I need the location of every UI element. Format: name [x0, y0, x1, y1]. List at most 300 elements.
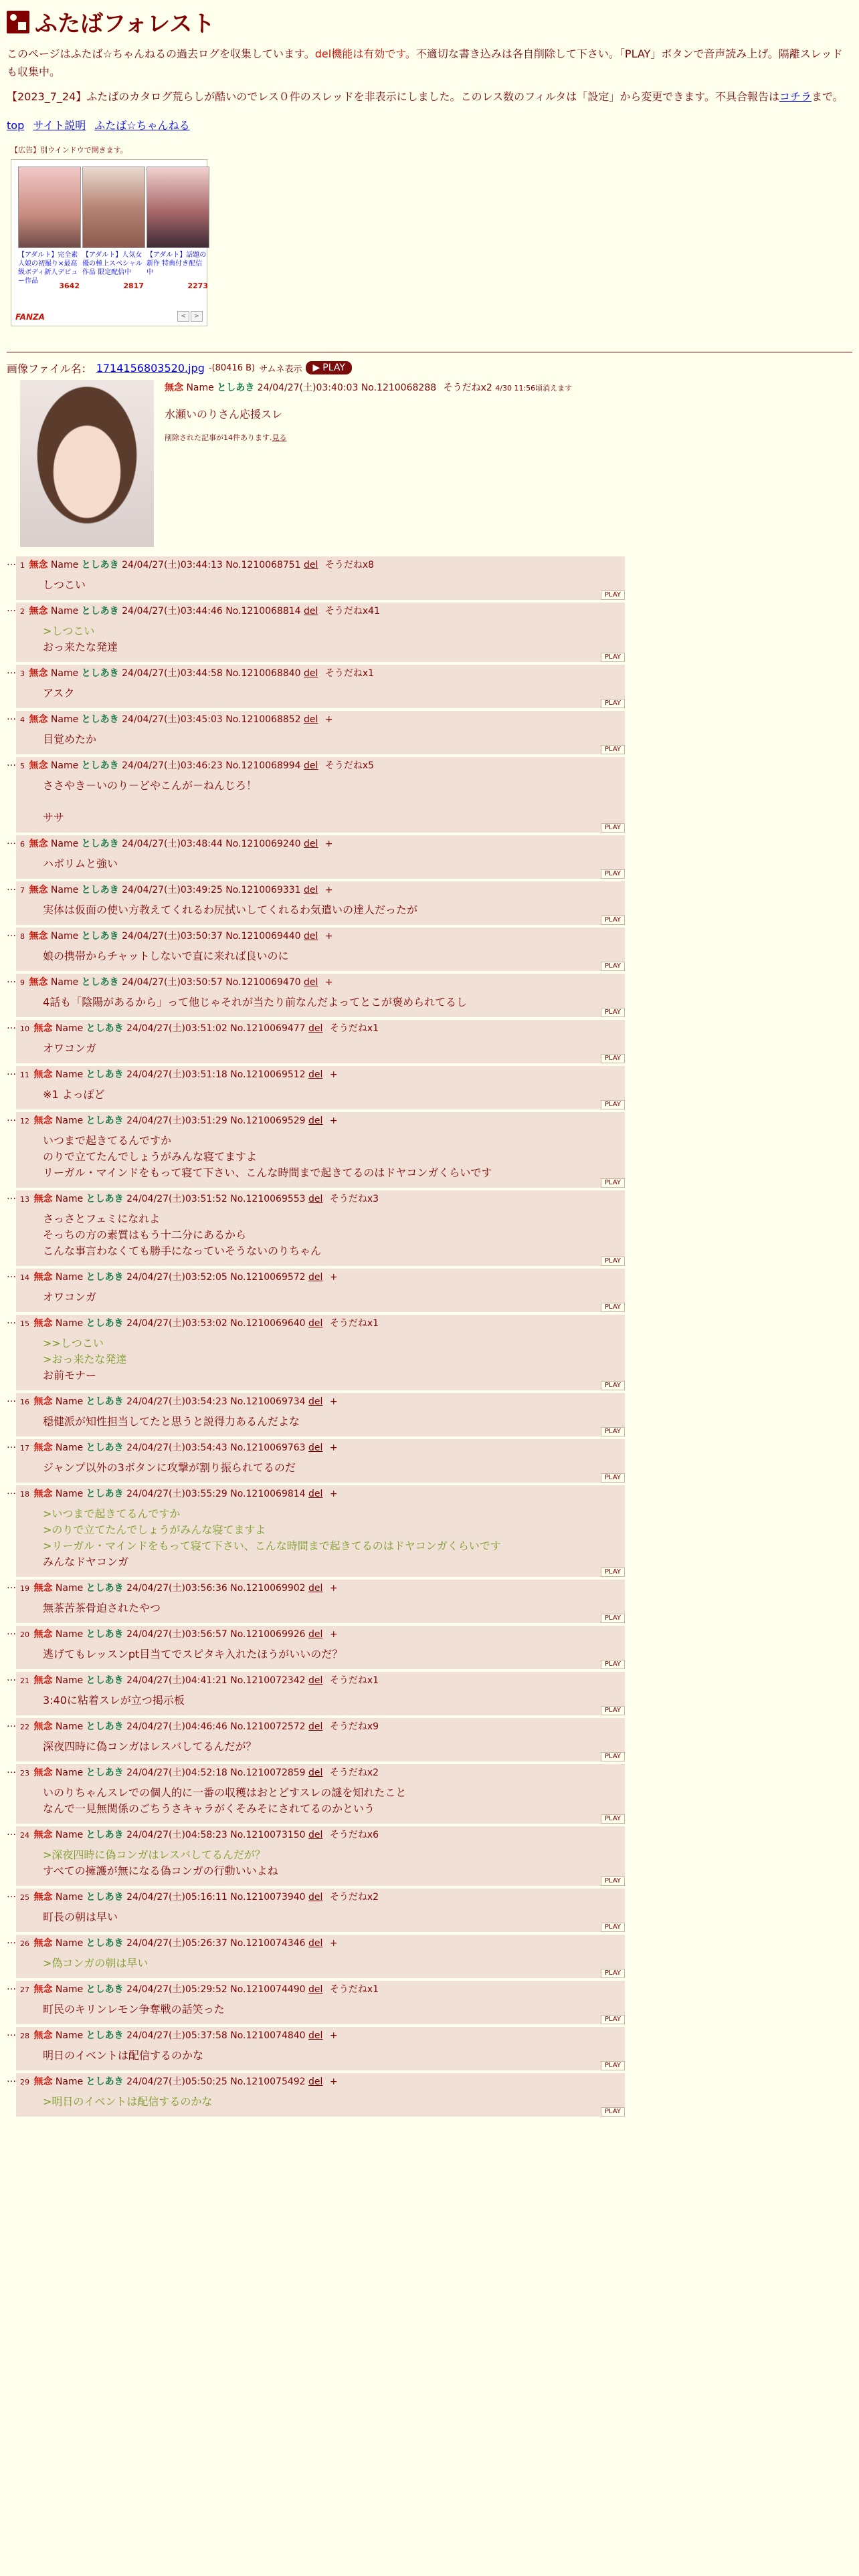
reply-name: としあき	[86, 1628, 124, 1640]
soudane-button[interactable]: +	[329, 1396, 338, 1407]
del-link[interactable]: del	[308, 1271, 323, 1283]
reply-number[interactable]: No.1210069331	[225, 884, 301, 895]
reply-body	[16, 1456, 625, 1483]
reply-number[interactable]: No.1210069477	[230, 1023, 306, 1034]
del-link[interactable]: del	[304, 930, 318, 942]
reply-play-button[interactable]: PLAY	[601, 823, 625, 833]
reply-name: としあき	[81, 559, 119, 570]
reply-number[interactable]: No.1210069763	[230, 1442, 306, 1453]
reply-subject: 無念	[29, 667, 48, 679]
reply-date: 24/04/27(土)03:51:02	[126, 1023, 227, 1034]
op-header: 無念 Name としあき 24/04/27(土)03:40:03 No.1210068288 そうだねx2 4/30 11:56頃消えます	[165, 382, 573, 393]
reply-body	[16, 1781, 625, 1824]
reply-number[interactable]: No.1210073150	[230, 1829, 306, 1840]
del-link[interactable]: del	[304, 559, 318, 570]
reply-date: 24/04/27(土)03:54:43	[126, 1442, 227, 1453]
thumb-toggle[interactable]: サムネ表示	[259, 364, 302, 374]
reply-number[interactable]: No.1210074840	[230, 2030, 306, 2041]
reply-marker: …	[7, 2073, 16, 2084]
soudane-button[interactable]: +	[329, 1582, 338, 1594]
reply-subject: 無念	[29, 838, 48, 849]
reply-number[interactable]: No.1210072342	[230, 1675, 306, 1686]
reply-box	[16, 881, 625, 925]
reply-box	[16, 1066, 625, 1109]
reply-header	[16, 1192, 625, 1207]
del-link[interactable]: del	[308, 1721, 323, 1732]
reply-name: としあき	[86, 1488, 124, 1499]
ad-note: 【広告】別ウインドウで開きます。	[11, 145, 128, 154]
reply-name-label: Name	[50, 930, 79, 942]
ad-banner[interactable]	[11, 159, 207, 326]
reply-marker: …	[7, 1889, 16, 1900]
reply-name-label: Name	[55, 1488, 84, 1499]
reply-marker: …	[7, 1112, 16, 1123]
reply-number[interactable]: No.1210075492	[230, 2076, 306, 2087]
reply-date: 24/04/27(土)05:16:11	[126, 1891, 227, 1903]
reply-number[interactable]: No.1210069814	[230, 1488, 306, 1499]
reply-body	[16, 1331, 625, 1390]
ad-price: 3642	[59, 281, 80, 290]
top-link[interactable]: top	[7, 118, 25, 132]
reply-play-button[interactable]: PLAY	[601, 1008, 625, 1017]
del-link[interactable]: del	[308, 1582, 323, 1594]
del-link[interactable]: del	[308, 1193, 323, 1204]
del-link[interactable]: del	[308, 1937, 323, 1949]
reply-date: 24/04/27(土)03:48:44	[122, 838, 223, 849]
reply-body	[16, 898, 625, 925]
reply-header	[16, 712, 625, 728]
reply-number[interactable]: No.1210072859	[230, 1767, 306, 1778]
reply-name-label: Name	[55, 1271, 84, 1283]
reply-header	[16, 1113, 625, 1129]
soudane-button[interactable]: +	[329, 1442, 338, 1453]
reply-subject: 無念	[29, 976, 48, 988]
reply-play-button[interactable]: PLAY	[601, 1178, 625, 1188]
reply-name-label: Name	[50, 714, 79, 725]
reply-number[interactable]: No.1210069440	[225, 930, 301, 942]
reply-name-label: Name	[55, 1937, 84, 1949]
del-link[interactable]: del	[304, 605, 318, 617]
show-deleted-link[interactable]: 見る	[272, 433, 287, 442]
reply-date: 24/04/27(土)03:44:58	[122, 667, 223, 679]
reply-index: 18	[20, 1489, 29, 1499]
intro-paragraph-2: 【2023_7_24】ふたばのカタログ荒らしが酷いのでレス０件のスレッドを非表示にしました。このレス数のフィルタは「設定」から変更できます。不具合報告はコチラまで。	[7, 90, 844, 104]
del-link[interactable]: del	[308, 1628, 323, 1640]
reply-subject: 無念	[33, 1829, 53, 1840]
reply-play-button[interactable]: PLAY	[601, 962, 625, 971]
reply-box	[16, 1935, 625, 1978]
soudane-button[interactable]: そうだねx8	[324, 559, 375, 570]
reply-number[interactable]: No.1210069240	[225, 838, 301, 849]
reply-date: 24/04/27(土)03:55:29	[126, 1488, 227, 1499]
reply-name: としあき	[81, 605, 119, 617]
del-link[interactable]: del	[304, 760, 318, 771]
del-link[interactable]: del	[304, 838, 318, 849]
reply-number[interactable]: No.1210068814	[225, 605, 301, 617]
op-play-button[interactable]: ▶ PLAY	[306, 361, 351, 374]
quote-line: >おっ来たな発達	[43, 1352, 127, 1366]
reply-index: 28	[20, 2031, 29, 2040]
reply-number[interactable]: No.1210069902	[230, 1582, 306, 1594]
del-link[interactable]: del	[308, 1115, 323, 1126]
del-link[interactable]: del	[304, 976, 318, 988]
reply-index: 16	[20, 1397, 29, 1406]
reply-play-button[interactable]: PLAY	[601, 1303, 625, 1312]
ad-item[interactable]	[147, 167, 208, 290]
soudane-button[interactable]: +	[329, 1937, 338, 1949]
reply-post	[7, 665, 625, 708]
reply-play-button[interactable]: PLAY	[601, 1427, 625, 1436]
del-link[interactable]: del	[304, 714, 318, 725]
body-line: のりで立てたんでしょうがみんな寝てますよ	[43, 1150, 258, 1163]
reply-index: 9	[20, 978, 25, 987]
reply-post	[7, 1066, 625, 1109]
soudane-button[interactable]: +	[329, 1115, 338, 1126]
reply-play-button[interactable]: PLAY	[601, 653, 625, 662]
ad-thumbnail[interactable]	[147, 167, 209, 248]
reply-play-button[interactable]: PLAY	[601, 1473, 625, 1483]
reply-name: としあき	[86, 1983, 124, 1995]
reply-play-button[interactable]: PLAY	[601, 699, 625, 708]
del-link[interactable]: del	[308, 1069, 323, 1080]
soudane-button[interactable]: そうだねx3	[329, 1193, 379, 1204]
reply-number[interactable]: No.1210072572	[230, 1721, 306, 1732]
site-guide-link[interactable]: サイト説明	[33, 118, 86, 132]
reply-number[interactable]: No.1210068751	[225, 559, 301, 570]
reply-subject: 無念	[29, 760, 48, 771]
reply-play-button[interactable]: PLAY	[601, 1100, 625, 1109]
reply-index: 11	[20, 1070, 29, 1079]
del-link[interactable]: del	[308, 1829, 323, 1840]
reply-play-button[interactable]: PLAY	[601, 1876, 625, 1886]
reply-box	[16, 1269, 625, 1312]
soudane-button[interactable]: そうだねx1	[324, 667, 375, 679]
reply-date: 24/04/27(土)03:45:03	[122, 714, 223, 725]
reply-box	[16, 603, 625, 662]
soudane-button[interactable]: +	[329, 1271, 338, 1283]
reply-subject: 無念	[33, 1937, 53, 1949]
reply-play-button[interactable]: PLAY	[601, 916, 625, 925]
reply-header	[16, 1316, 625, 1331]
reply-header	[16, 1719, 625, 1735]
reply-marker: …	[7, 1826, 16, 1838]
reply-body	[16, 573, 625, 600]
reply-index: 19	[20, 1584, 29, 1593]
reply-name-label: Name	[50, 976, 79, 988]
reply-box	[16, 1580, 625, 1623]
del-link[interactable]: del	[308, 1442, 323, 1453]
reply-marker: …	[7, 2027, 16, 2038]
body-line: 目覚めたか	[43, 732, 97, 746]
reply-number[interactable]: No.1210069926	[230, 1628, 306, 1640]
soudane-button[interactable]: そうだねx1	[329, 1317, 379, 1329]
op-image[interactable]	[20, 380, 154, 547]
soudane-button[interactable]: そうだねx2	[329, 1767, 379, 1778]
reply-index: 26	[20, 1939, 29, 1948]
body-line: 3:40に粘着スレが立つ掲示板	[43, 1693, 185, 1707]
del-link[interactable]: del	[308, 1891, 323, 1903]
reply-body	[16, 1998, 625, 2024]
ad-description[interactable]: 【アダルト】完全素人娘の初撮り×最高級ボディ新人デビュー作品	[18, 251, 78, 285]
body-line: オワコンガ	[43, 1041, 97, 1055]
reply-name-label: Name	[50, 605, 79, 617]
del-link[interactable]: del	[308, 2076, 323, 2087]
soudane-button[interactable]: +	[329, 1488, 338, 1499]
reply-play-button[interactable]: PLAY	[601, 1660, 625, 1669]
reply-post	[7, 1393, 625, 1436]
reply-index: 27	[20, 1985, 29, 1994]
reply-name-label: Name	[55, 1442, 84, 1453]
reply-name-label: Name	[55, 2076, 84, 2087]
reply-box	[16, 665, 625, 708]
reply-box	[16, 1826, 625, 1886]
del-link[interactable]: del	[308, 1767, 323, 1778]
reply-marker: …	[7, 1315, 16, 1326]
reply-play-button[interactable]: PLAY	[601, 2061, 625, 2070]
reply-play-button[interactable]: PLAY	[601, 1814, 625, 1824]
ad-item[interactable]	[18, 167, 80, 290]
soudane-button[interactable]: +	[324, 884, 333, 895]
ad-description[interactable]: 【アダルト】人気女優の極上スペシャル作品 限定配信中	[82, 251, 142, 276]
reply-body	[16, 1642, 625, 1669]
reply-marker: …	[7, 1066, 16, 1077]
reply-header	[16, 2028, 625, 2044]
reply-date: 24/04/27(土)03:56:57	[126, 1628, 227, 1640]
reply-body	[16, 1207, 625, 1266]
reply-box	[16, 2073, 625, 2117]
reply-post	[7, 2073, 625, 2117]
del-link[interactable]: del	[304, 884, 318, 895]
reply-play-button[interactable]: PLAY	[601, 1054, 625, 1063]
reply-play-button[interactable]: PLAY	[601, 1568, 625, 1577]
reply-box	[16, 1190, 625, 1266]
reply-date: 24/04/27(土)04:41:21	[126, 1675, 227, 1686]
reply-header	[16, 1440, 625, 1456]
soudane-button[interactable]: +	[324, 930, 333, 942]
ad-nav	[177, 311, 203, 322]
reply-name: としあき	[86, 1442, 124, 1453]
reply-name: としあき	[86, 1721, 124, 1732]
reply-header	[16, 1936, 625, 1951]
ad-description[interactable]: 【アダルト】話題の新作 特典付き配信中	[147, 251, 207, 276]
reply-name-label: Name	[55, 1767, 84, 1778]
reply-subject: 無念	[33, 1023, 53, 1034]
soudane-button[interactable]: そうだねx41	[324, 605, 380, 617]
reply-subject: 無念	[33, 1271, 53, 1283]
reply-date: 24/04/27(土)03:49:25	[122, 884, 223, 895]
reply-play-button[interactable]: PLAY	[601, 1752, 625, 1761]
quote-line: >明日のイベントは配信するのかな	[43, 2095, 213, 2108]
reply-play-button[interactable]: PLAY	[601, 2107, 625, 2117]
soudane-button[interactable]: そうだねx1	[329, 1023, 379, 1034]
reply-post	[7, 556, 625, 600]
reply-body	[16, 1735, 625, 1761]
soudane-button[interactable]: そうだねx9	[329, 1721, 379, 1732]
reply-number[interactable]: No.1210068994	[225, 760, 301, 771]
reply-name-label: Name	[50, 884, 79, 895]
reply-number[interactable]: No.1210069734	[230, 1396, 306, 1407]
reply-subject: 無念	[33, 1721, 53, 1732]
futaba-link[interactable]: ふたば☆ちゃんねる	[94, 118, 190, 132]
reply-play-button[interactable]: PLAY	[601, 1706, 625, 1715]
ad-next-button[interactable]: >	[191, 311, 203, 322]
reply-subject: 無念	[33, 1069, 53, 1080]
reply-post	[7, 1981, 625, 2024]
del-link[interactable]: del	[308, 1396, 323, 1407]
quote-line: >深夜四時に偽コンガはレスバしてるんだが？	[43, 1848, 266, 1861]
reply-number[interactable]: No.1210069529	[230, 1115, 306, 1126]
reply-number[interactable]: No.1210069640	[230, 1317, 306, 1329]
reply-body	[16, 944, 625, 971]
reply-play-button[interactable]: PLAY	[601, 1614, 625, 1623]
soudane-button[interactable]: +	[329, 2030, 338, 2041]
del-link[interactable]: del	[308, 2030, 323, 2041]
ad-prev-button[interactable]: <	[177, 311, 189, 322]
ad-thumbnail[interactable]	[82, 167, 145, 248]
reply-number[interactable]: No.1210074490	[230, 1983, 306, 1995]
del-link[interactable]: del	[308, 1983, 323, 1995]
op-file-link[interactable]: 1714156803520.jpg	[96, 361, 205, 374]
reply-post	[7, 1315, 625, 1390]
reply-post	[7, 1580, 625, 1623]
body-line: ささやき－いのり－どやこんが－ねんじろ！	[43, 778, 258, 792]
body-line: 娘の携帯からチャットしないで直に来れば良いのに	[43, 949, 289, 962]
reply-number[interactable]: No.1210073940	[230, 1891, 306, 1903]
reply-marker: …	[7, 1439, 16, 1451]
reply-subject: 無念	[33, 1891, 53, 1903]
reply-post	[7, 603, 625, 662]
reply-subject: 無念	[33, 1488, 53, 1499]
reply-play-button[interactable]: PLAY	[601, 1257, 625, 1266]
reply-play-button[interactable]: PLAY	[601, 1381, 625, 1390]
reply-date: 24/04/27(土)03:51:29	[126, 1115, 227, 1126]
reply-marker: …	[7, 881, 16, 893]
reply-name-label: Name	[55, 2030, 84, 2041]
reply-subject: 無念	[33, 2076, 53, 2087]
reply-number[interactable]: No.1210069512	[230, 1069, 306, 1080]
reply-body	[16, 1037, 625, 1063]
soudane-button[interactable]: そうだねx1	[329, 1675, 379, 1686]
reply-subject: 無念	[33, 2030, 53, 2041]
reply-body	[16, 1083, 625, 1109]
reply-number[interactable]: No.1210068852	[225, 714, 301, 725]
soudane-button[interactable]: +	[329, 1628, 338, 1640]
body-line: さっさとフェミになれよ	[43, 1212, 161, 1225]
ad-thumbnail[interactable]	[18, 167, 81, 248]
reply-box	[16, 757, 625, 833]
reply-date: 24/04/27(土)05:29:52	[126, 1983, 227, 1995]
soudane-button[interactable]: +	[329, 1069, 338, 1080]
reply-date: 24/04/27(土)04:46:46	[126, 1721, 227, 1732]
del-link[interactable]: del	[308, 1488, 323, 1499]
reply-play-button[interactable]: PLAY	[601, 745, 625, 754]
reply-name: としあき	[86, 1937, 124, 1949]
body-line: そっちの方の素質はもう十二分にあるから	[43, 1228, 247, 1241]
reply-list	[7, 556, 625, 2117]
reply-body	[16, 1843, 625, 1886]
del-link[interactable]: del	[308, 1317, 323, 1329]
reply-box	[16, 1718, 625, 1761]
reply-post	[7, 757, 625, 833]
reply-box	[16, 1439, 625, 1483]
soudane-button[interactable]: +	[324, 838, 333, 849]
soudane-button[interactable]: そうだねx2	[329, 1891, 379, 1903]
soudane-button[interactable]: +	[324, 976, 333, 988]
op-soudane[interactable]: そうだねx2	[443, 382, 492, 393]
ad-item[interactable]	[82, 167, 144, 290]
soudane-button[interactable]: +	[324, 714, 333, 725]
reply-play-button[interactable]: PLAY	[601, 1923, 625, 1932]
del-link[interactable]: del	[308, 1023, 323, 1034]
reply-number[interactable]: No.1210068840	[225, 667, 301, 679]
reply-subject: 無念	[33, 1115, 53, 1126]
reply-number[interactable]: No.1210074346	[230, 1937, 306, 1949]
body-line: すべての擁護が無になる偽コンガの行動いいよね	[43, 1864, 278, 1877]
reply-number[interactable]: No.1210069572	[230, 1271, 306, 1283]
reply-play-button[interactable]: PLAY	[601, 869, 625, 879]
reply-name-label: Name	[55, 1396, 84, 1407]
body-line: 穏健派が知性担当してたと思うと説得力あるんだよな	[43, 1414, 300, 1428]
reply-marker: …	[7, 1764, 16, 1776]
reply-body	[16, 681, 625, 708]
reply-marker: …	[7, 1393, 16, 1404]
reply-header	[16, 1765, 625, 1781]
reply-marker: …	[7, 1020, 16, 1031]
body-line: ササ	[43, 811, 65, 824]
soudane-button[interactable]: そうだねx5	[324, 760, 375, 771]
soudane-button[interactable]: そうだねx6	[329, 1829, 379, 1840]
reply-name: としあき	[86, 1193, 124, 1204]
reply-name-label: Name	[55, 1983, 84, 1995]
reply-name-label: Name	[50, 838, 79, 849]
bug-report-link[interactable]: コチラ	[779, 90, 812, 104]
reply-date: 24/04/27(土)05:26:37	[126, 1937, 227, 1949]
body-line	[43, 794, 625, 810]
reply-name: としあき	[86, 1829, 124, 1840]
quote-line: >しつこい	[43, 624, 95, 637]
body-line: みんなドヤコンガ	[43, 1555, 129, 1568]
soudane-button[interactable]: +	[329, 2076, 338, 2087]
reply-play-button[interactable]: PLAY	[601, 1969, 625, 1978]
del-link[interactable]: del	[308, 1675, 323, 1686]
reply-index: 17	[20, 1443, 29, 1453]
reply-name: としあき	[86, 2076, 124, 2087]
reply-index: 3	[20, 669, 25, 678]
reply-number[interactable]: No.1210069470	[225, 976, 301, 988]
reply-play-button[interactable]: PLAY	[601, 2015, 625, 2024]
quote-line: >>しつこい	[43, 1336, 104, 1350]
reply-box	[16, 556, 625, 600]
body-line: いつまで起きてるんですか	[43, 1134, 172, 1147]
body-line: リーガル・マインドをもって寝て下さい、こんな時間まで起きてるのはドヤコンガくらいです	[43, 1166, 492, 1179]
body-line: アスク	[43, 686, 75, 700]
reply-marker: …	[7, 1981, 16, 1992]
reply-number[interactable]: No.1210069553	[230, 1193, 306, 1204]
reply-play-button[interactable]: PLAY	[601, 591, 625, 600]
reply-body	[16, 990, 625, 1017]
body-line: ジャンプ以外の3ボタンに攻撃が割り振られてるのだ	[43, 1461, 296, 1474]
reply-post	[7, 711, 625, 754]
soudane-button[interactable]: そうだねx1	[329, 1983, 379, 1995]
body-line: ※1 よっぽど	[43, 1087, 105, 1101]
reply-header	[16, 1394, 625, 1410]
del-link[interactable]: del	[304, 667, 318, 679]
op-body: 水瀬いのりさん応援スレ	[165, 407, 283, 421]
body-line: 町長の朝は早い	[43, 1910, 118, 1923]
reply-header	[16, 975, 625, 990]
reply-header	[16, 1828, 625, 1843]
reply-index: 8	[20, 932, 25, 941]
